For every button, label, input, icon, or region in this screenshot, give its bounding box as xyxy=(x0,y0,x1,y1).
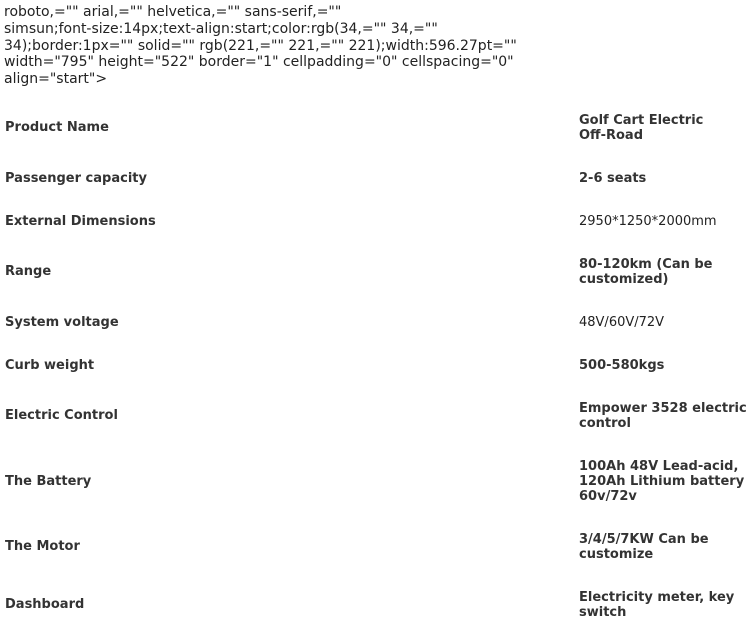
spec-label: The Battery xyxy=(5,474,92,489)
spec-label: External Dimensions xyxy=(5,214,156,229)
spec-value: 2-6 seats xyxy=(579,171,647,186)
spec-label: Range xyxy=(5,264,52,279)
spec-value: 100Ah 48V Lead-acid, 120Ah Lithium battery 60v/72v xyxy=(579,459,745,504)
spec-value: 80-120km (Can be customized) xyxy=(579,257,713,287)
spec-label: System voltage xyxy=(5,315,119,330)
spec-value: Empower 3528 electric control xyxy=(579,401,747,431)
spec-value: Electricity meter, key switch xyxy=(579,590,735,620)
spec-label: Dashboard xyxy=(5,597,85,612)
spec-label: Electric Control xyxy=(5,408,118,423)
spec-value: 500-580kgs xyxy=(579,358,665,373)
spec-value: 2950*1250*2000mm xyxy=(579,214,717,229)
spec-label: Product Name xyxy=(5,120,109,135)
raw-html-attribute-text: roboto,="" arial,="" helvetica,="" sans-serif,="" simsun;font-size:14px;text-align:start;color:rgb(34,="" 34,="" 34);border:1px="" solid="" rgb(221,="" 221,="" 221);width:596.27pt="" width="795" height="522" border="1" cellpadding="0" cellspacing="0" align="start"> xyxy=(4,4,517,88)
spec-value: 48V/60V/72V xyxy=(579,315,665,330)
spec-value: Golf Cart Electric Off-Road xyxy=(579,113,704,143)
spec-label: Curb weight xyxy=(5,358,95,373)
spec-value: 3/4/5/7KW Can be customize xyxy=(579,532,709,562)
spec-label: Passenger capacity xyxy=(5,171,147,186)
spec-label: The Motor xyxy=(5,539,80,554)
